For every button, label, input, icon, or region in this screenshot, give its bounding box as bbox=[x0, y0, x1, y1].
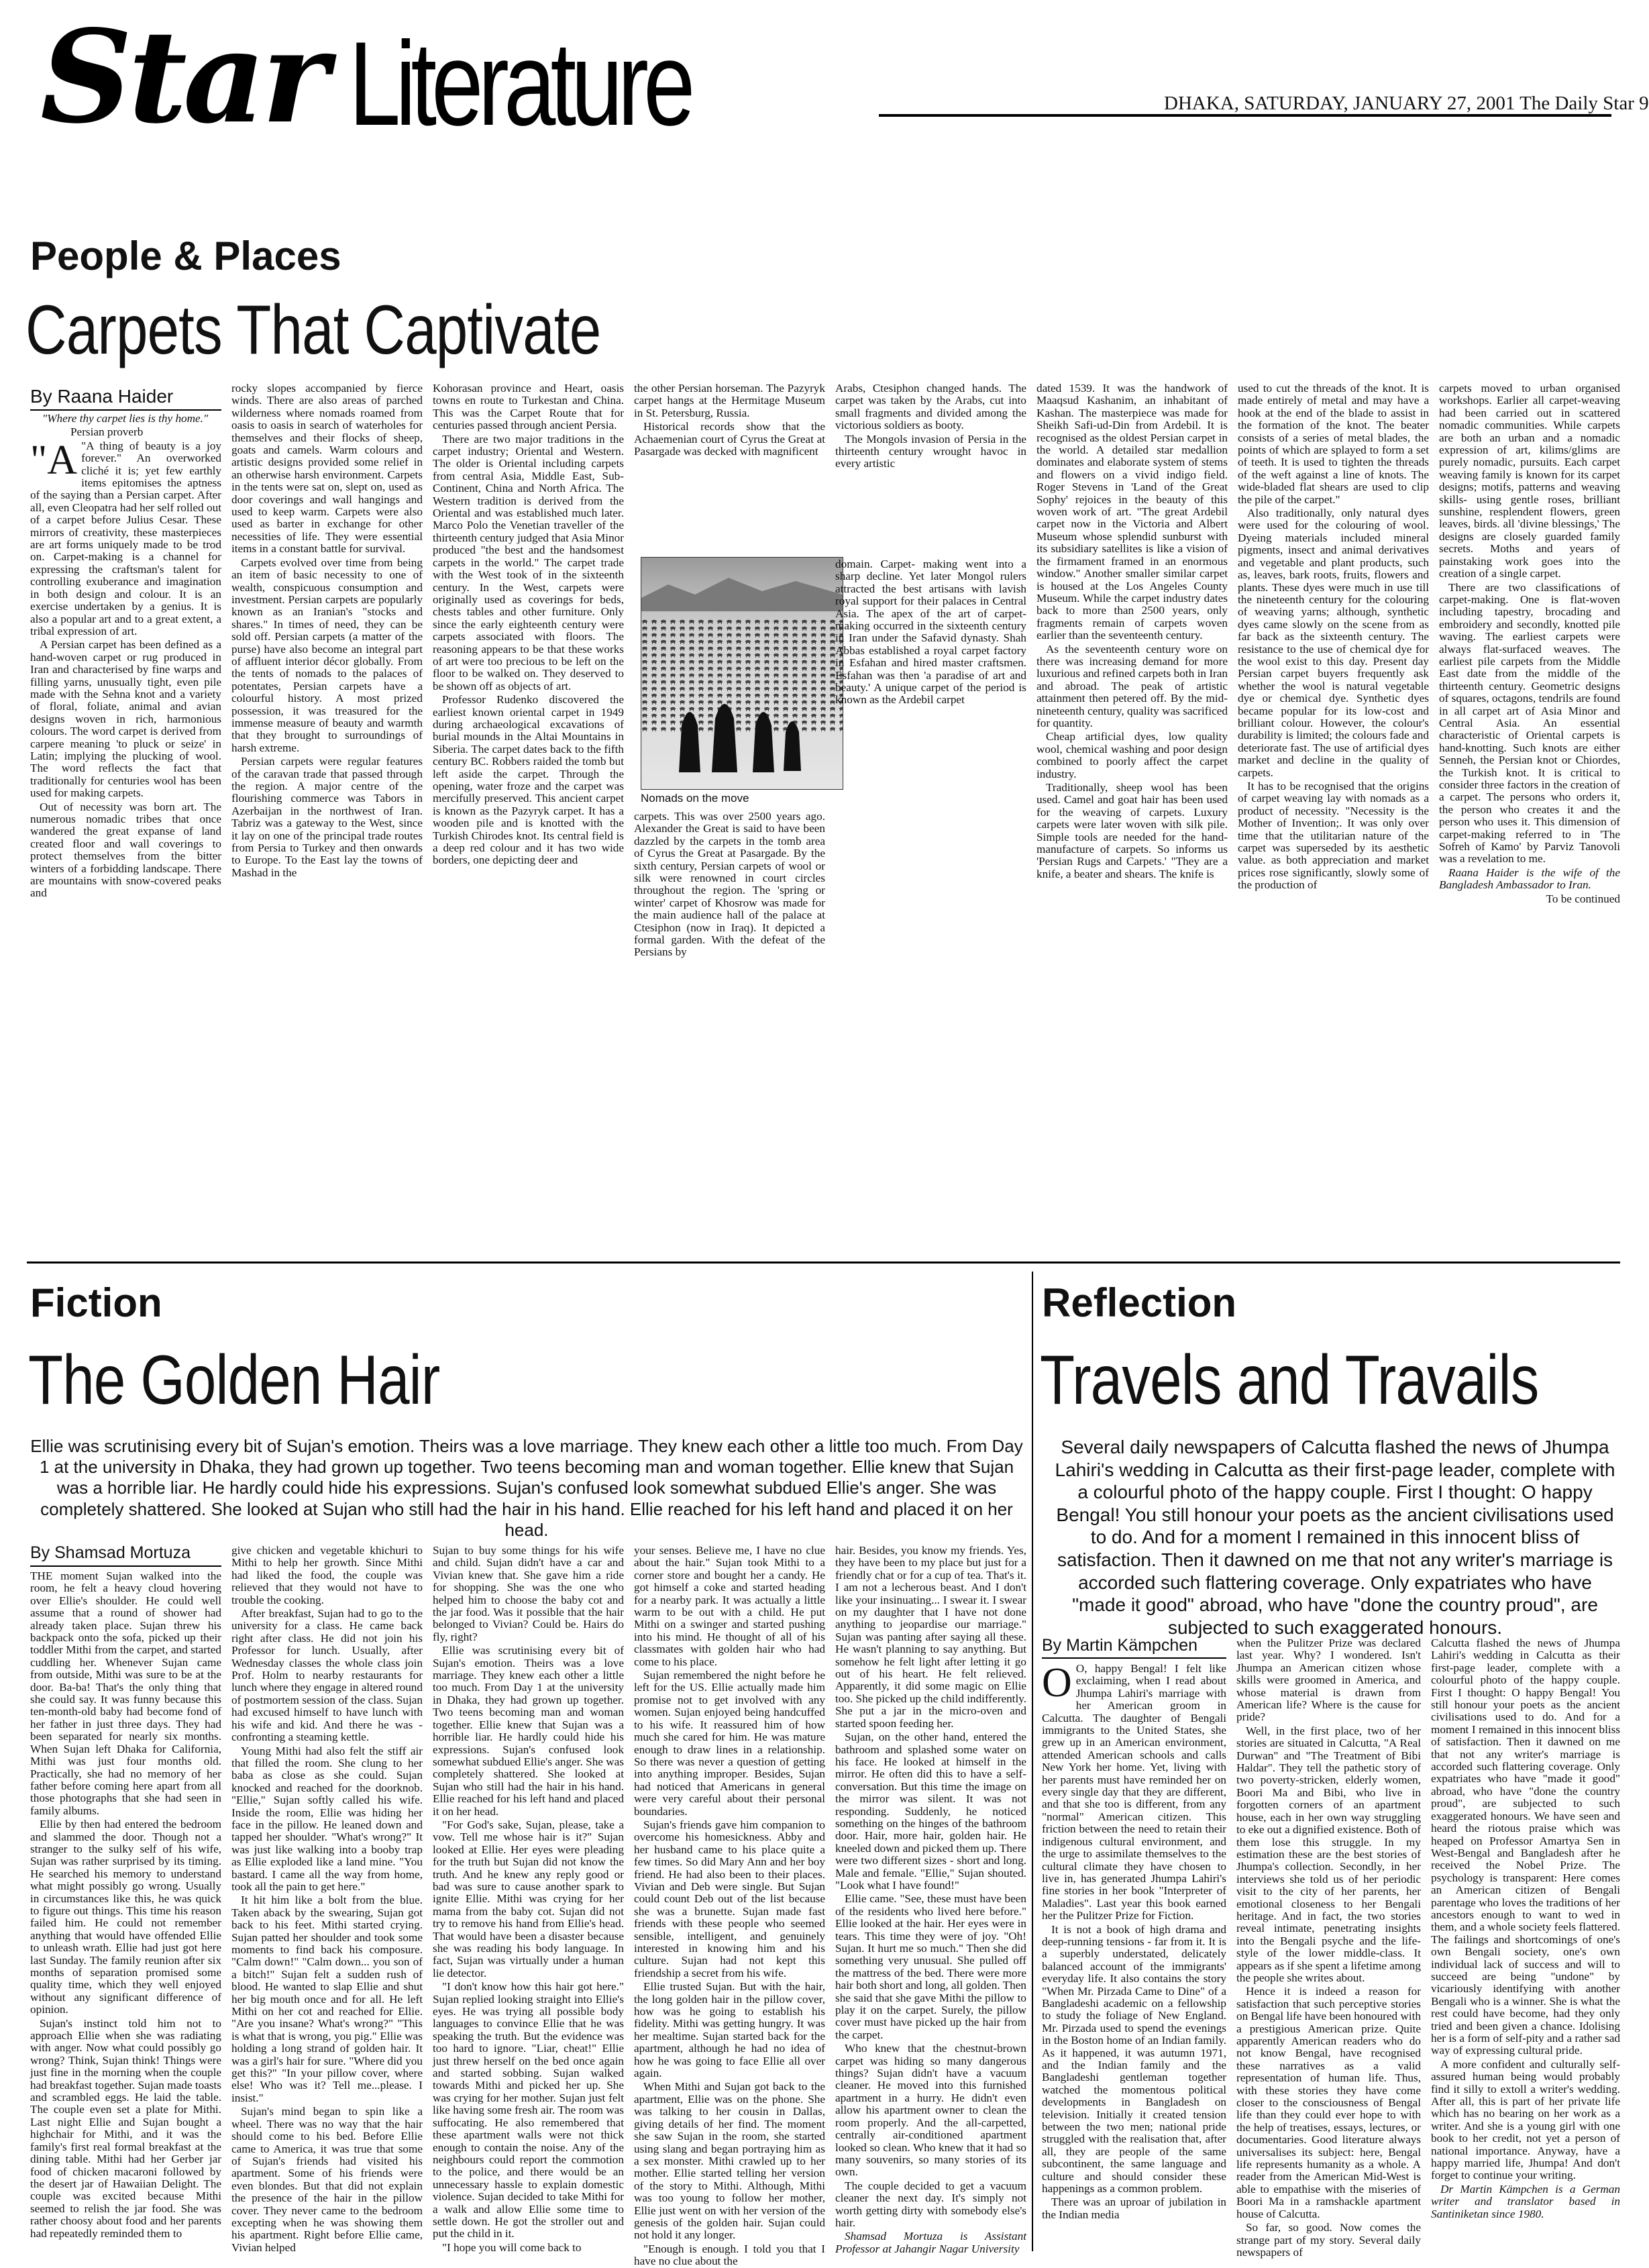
section-kicker-people-places: People & Places bbox=[30, 234, 341, 278]
byline-shamsad-mortuza: By Shamsad Mortuza bbox=[30, 1543, 191, 1562]
paragraph: Sujan remembered the night before he left for the US. Ellie actually made him promise not to get involved with any women. Sujan enjoyed being handcuffed to his wife. It reassured him of how much she cared for him. He was mature enough to draw lines in a relationship. So there was never a question of getting into anything improper. Besides, Sujan had noticed that Americans in general were very careful about their personal boundaries. bbox=[634, 1669, 825, 1818]
paragraph: Ellie came. "See, these must have been of the residents who lived here before." Ellie looked at the hair. Her eyes were in tears. This time they were of joy. "Oh! Sujan. It hurt me so much." Then she did something very unusual. She pulled off the mattress of the bed. There were more hair both short and long, all golden. Then she said that she gave Mithi the pillow to play it on the carpet. Surely, the pillow cover must have picked up the hair from the carpet. bbox=[835, 1892, 1026, 2041]
headline-travels-travails: Travels and Travails bbox=[1040, 1341, 1539, 1419]
paragraph: Ellie by then had entered the bedroom and slammed the door. Though not a stranger to the sulky self of his wife, Sujan was rather surprised by its timing. He searched his memory to understand what might possibly go wrong. Usually in circumstances like this, he was quick to figure out things. This time his reason failed him. He could not remember anything that would have offended Ellie to unleash wrath. Ellie had just got here last Sunday. The family reunion after six months of separation promised some quality time, which they well enjoyed without any significant difference of opinion. bbox=[30, 1818, 221, 2016]
paragraph-text: O, happy Bengal! I felt like exclaiming, when I read about Jhumpa Lahiri's marriage with her American groom in Calcutta. The daughter of Bengali immigrants to the United States, she grew up in an American environment, attended American schools and calls New York her home. Yet, living with her parents must have reminded her on every single day that they are different, and that she too is different, from any "normal" American citizen. This friction between the need to retain their indigenous cultural environment, and the urge to assimilate themselves to the cultural climate they have chosen to live in, has generated Jhumpa Lahiri's fine stories in her book "Interpreter of Maladies". Last year this book earned her the Pulitzer Prize for Fiction. bbox=[1042, 1662, 1226, 1922]
to-be-continued: To be continued bbox=[1546, 892, 1620, 905]
nomads-photo bbox=[641, 557, 843, 790]
masthead-star-logo: Star bbox=[40, 2, 325, 152]
paragraph: dated 1539. It was the handwork of Maaqsud Kashanim, an inhabitant of Kashan. The masterpiece was made for Sheikh Safi-ud-Din from Ardebil. It is recognised as the oldest Persian carpet in the world. A detailed star medallion dominates and elaborate system of stems and flowers on a vivid indigo field. Roger Stevens in 'Land of the Great Sophy' rejoices in the beauty of this woven work of art. "The great Ardebil carpet now in the Victoria and Albert Museum whose splendid sunburst with its subsidiary satellites is like a vision of the firmament framed in an enormous window." Another smaller similar carpet is housed at the Los Angeles County Museum. While the carpet industry dates back to more than 2500 years, only fragments remain of carpets woven earlier than the seventeenth century. bbox=[1036, 382, 1228, 642]
paragraph: The Mongols invasion of Persia in the thirteenth century wrought havoc in every artistic bbox=[835, 432, 1026, 470]
article-column bbox=[1238, 382, 1429, 1255]
author-credit: Shamsad Mortuza is Assistant Professor at Jahangir Nagar University bbox=[835, 2230, 1026, 2255]
paragraph: There are two classifications of carpet-making. One is flat-woven including tapestry, brocading and embroidery and secondly, knotted pile waving. The earliest carpets were always flat-surfaced weaves. The earliest pile carpets from the Middle East date from the middle of the thirteenth century. Geometric designs of squares, octagons, tendrils are found in all carpet art of Asia Minor and Central Asia. An essential characteristic of Oriental carpets is hand-knotting. Such knots are either Senneh, the Persian knot or Chiordes, the Turkish knot. It is critical to consider three factors in the creation of a carpet. The persons who orders it, the person who creates it and the person who uses it. This dimension of carpet-making referred to in 'The Sofreh of Kamo' by Parviz Tanovoli was a revelation to me. bbox=[1439, 580, 1620, 866]
byline-raana-haider: By Raana Haider bbox=[30, 386, 174, 407]
paragraph-text: "A thing of beauty is a joy forever." An overworked cliché it is; yet few earthly items epitomises the aptness of the saying than a Persian carpet. After all, even Cleopatra had her self rolled out of a carpet before Julius Cesar. These mirrors of creativity, these masterpieces are art forms uniquely made to be trod on. Carpet-making is a channel for expressing the craftsman's talent for controlling exuberance and imagination in both design and colour. It is an exercise undertaken by a genius. It is also a popular art and to a great extent, a tribal expression of art. bbox=[30, 439, 221, 637]
paragraph: Arabs, Ctesiphon changed hands. The carpet was taken by the Arabs, cut into small fragments and divided among the victorious soldiers as booty. bbox=[835, 382, 1026, 432]
article-column bbox=[835, 1545, 1026, 2256]
paragraph: Cheap artificial dyes, low quality wool, chemical washing and poor design combined to poorly affect the carpet industry. bbox=[1036, 730, 1228, 780]
paragraph: When Mithi and Sujan got back to the apartment, Ellie was on the phone. She was talking to her cousin in Dallas, giving details of her find. The moment she saw Sujan in the room, she started using slang and began portraying him as a sex monster. Mithi crawled up to her mother. Ellie started telling her version of the story to Mithi. Although, Mithi was too young to follow her mother, Ellie just went on with her version of the genesis of the golden hair. Sujan could not hold it any longer. bbox=[634, 2080, 825, 2242]
section-kicker-reflection: Reflection bbox=[1042, 1280, 1237, 1325]
article-column bbox=[231, 1545, 423, 2256]
paragraph: Hence it is indeed a reason for satisfaction that such perceptive stories on Bengal life have been honoured with a prestigious American prize. Quite apparently American readers who do not know Bengal, have recognised these narratives as a valid representation of human life. Thus, with these stories they have come closer to the consciousness of Bengal life than they could ever hope to with the help of treatises, essays, lectures, or documentaries. Good literature always universalises its subject: here, Bengal life represents humanity as a whole. A reader from the American Mid-West is able to empathise with the miseries of Boori Ma in a ramshackle apartment house of Calcutta. bbox=[1236, 1985, 1421, 2220]
paragraph: carpets. This was over 2500 years ago. Alexander the Great is said to have been dazzled by the carpets in the tomb area of Cyrus the Great at Pasargade. By the sixth century, Persian carpets of wool or silk were renowned in court circles throughout the region. The 'spring or winter' carpet of Khosrow was made for the main audience hall of the palace at Ctesiphon (now in Iraq). It depicted a formal garden. With the defeat of the Persians by bbox=[634, 810, 825, 959]
paragraph: Professor Rudenko discovered the earliest known oriental carpet in 1949 during archaeological excavations of burial mounds in the Altai Mountains in Siberia. The carpet dates back to the fifth century BC. Robbers raided the tomb but left aside the carpet. Through the opening, water froze and the carpet was mercifully preserved. This ancient carpet is known as the Pazyryk carpet. It has a wooden pile and is knotted with the Turkish Chirodes knot. Its central field is a deep red colour and it has two wide borders, one depicting deer and bbox=[433, 693, 624, 867]
paragraph: Kohorasan province and Heart, oasis towns en route to Turkestan and China. This was the Carpet Route that for centuries passed through ancient Persia. bbox=[433, 382, 624, 432]
paragraph: Young Mithi had also felt the stiff air that filled the room. She clung to her baba as close as she could. Sujan knocked and reached for the doorknob. "Ellie," Sujan softly called his wife. Inside the room, Ellie was hiding her face in the pillow. He leaned down and tapped her shoulder. "What's wrong?" It was just like walking into a booby trap as Ellie exploded like a land mine. "You bastard. I came all the way from home, took all the pain to get here." bbox=[231, 1744, 423, 1893]
article-column bbox=[634, 382, 825, 554]
paragraph: The couple decided to get a vacuum cleaner the next day. It's simply not worth getting dirty with somebody else's hair. bbox=[835, 2179, 1026, 2229]
paragraph: After breakfast, Sujan had to go to the university for a class. He came back right after class. He did not join his Professor for lunch. Usually, after Wednesday classes the whole class join Prof. Holm to nearby restaurants for lunch where they engage in altered round of postmortem session of the class. Sujan had excused himself to have lunch with his wife and kid. And there he was - confronting a steaming kettle. bbox=[231, 1607, 423, 1744]
paragraph: "I don't know how this hair got here." Sujan replied looking straight into Ellie's eyes. He was trying all possible body languages to convince Ellie that he was speaking the truth. But the evidence was too hard to ignore. "Liar, cheat!" Ellie just threw herself on the bed once again and started sobbing. Sujan walked towards Mithi and picked her up. She was crying for her mother. Sujan just felt like having some fresh air. The room was suffocating. He also remembered that these apartment walls were not thick enough to contain the noise. Any of the neighbours could report the commotion to the police, and there would be an unnecessary hassle to explain domestic violence. Sujan decided to take Mithi for a walk and allow Ellie some time to settle down. He got the stroller out and put the child in it. bbox=[433, 1980, 624, 2240]
article-column bbox=[30, 1570, 221, 2255]
paragraph: THE moment Sujan walked into the room, he felt a heavy cloud hovering over Ellie's shoulder. He could well assume that a round of shower had already taken place. Sujan threw his backpack onto the sofa, picked up their toddler Mithi from the carpet, and started cuddling her. Whenever Sujan came from outside, Mithi was sure to be at the door. Ba-ba! That's the only thing that she could say. It was funny because this ten-month-old baby had become fond of her father in just three days. They had been separated for nearly six months. When Sujan left Dhaka for California, Mithi was just four months old. Practically, she had no memory of her father before coming here apart from all those photographs that she had seen in family albums. bbox=[30, 1569, 221, 1817]
article-column bbox=[835, 558, 1026, 1253]
paragraph: Sujan's mind began to spin like a wheel. There was no way that the hair should come to his bed. Before Ellie came to America, it was true that some of Sujan's friends had visited his apartment. Some of his friends were even blondes. But that did not explain the presence of the hair in the pillow cover. They never came to the bedroom excepting when he was showing them his apartment. Right before Ellie came, Vivian helped bbox=[231, 2105, 423, 2254]
article-column bbox=[1236, 1637, 1421, 2259]
paragraph: "Where thy carpet lies is thy home." bbox=[42, 412, 209, 425]
paragraph: A more confident and culturally self-assured human being would probably find it silly to extoll a writer's wedding. After all, this is part of her private life which has no bearing on her work as a writer. And she is a young girl with one book to her credit, not yet a person of national importance. Anyway, have a happy married life, Jhumpa! And don't forget to continue your writing. bbox=[1431, 2057, 1620, 2182]
paragraph: "Enough is enough. I told you that I have no clue about the bbox=[634, 2242, 825, 2268]
article-column bbox=[634, 1544, 825, 2268]
article-column bbox=[835, 382, 1026, 554]
paragraph bbox=[1042, 1660, 1226, 1922]
standfirst-fiction: Ellie was scrutinising every bit of Sujan's emotion. Theirs was a love marriage. They knew each other a little too much. From Day 1 at the university in Dhaka, they had grown up together. Two teens becoming man and woman together. Ellie knew that Sujan was a horrible liar. He hardly could hide his expressions. Sujan's confused look somewhat subdued Ellie's anger. She was completely shattered. She looked at Sujan who still had the hair in his hand. Ellie reached for his left hand and placed it on her head. bbox=[30, 1436, 1023, 1540]
paragraph: "For God's sake, Sujan, please, take a vow. Tell me whose hair is it?" Sujan looked at Ellie. Her eyes were pleading for the truth but Sujan did not know the truth. And he knew any reply good or bad was sure to cause another spark to ignite Ellie. Mithi was crying for her mama from the baby cot. Sujan did not try to remove his hand from Ellie's head. That would have been a disaster because she was reading his body language. In fact, Sujan was virtually under a human lie detector. bbox=[433, 1818, 624, 1979]
paragraph: Persian proverb bbox=[70, 425, 144, 439]
paragraph: Out of necessity was born art. The numerous nomadic tribes that once wandered the great expanse of land created floor and wall coverings to protect themselves from the bitter winters of a forbidding landscape. There are mountains with snow-covered peaks and bbox=[30, 800, 221, 900]
paragraph: Who knew that the chestnut-brown carpet was hiding so many dangerous things? Sujan didn't have a vacuum cleaner. He moved into this furnished apartment in a hurry. He didn't even allow his apartment owner to clean the room properly. And the all-carpetted, centrally air-conditioned apartment looked so clean. Who knew that it had so many souvenirs, so many stories of its own. bbox=[835, 2042, 1026, 2179]
masthead-section-title: Literature bbox=[349, 17, 690, 150]
paragraph: used to cut the threads of the knot. It is made entirely of metal and may have a hook at the end of the blade to assist in the formation of the knot. The beater consists of a series of metal blades, the points of which are splayed to form a set of teeth. It is used to tighten the threads of the weft against a line of knots. The wide-bladed flat shears are used to clip the pile of the carpet." bbox=[1238, 382, 1429, 506]
paragraph: Also traditionally, only natural dyes were used for the colouring of wool. Dyeing materials included mineral pigments, insect and animal derivatives and vegetable and plant products, such as, leaves, bark roots, fruits, flowers and plants. These dyes were much in use till the nineteenth century for the colouring of weaving yarns; although, synthetic dyes came slowly on the scene from as far back as the sixteenth century. The resistance to the use of chemical dye for the wool exist to this day. Present day Persian carpet buyers frequently ask whether the wool is natural vegetable dye or chemical dye. Synthetic dyes became popular for its low-cost and brilliant colour. However, the colour's durability is limited; the colours fade and deteriorate fast. The use of artificial dyes market and decline in the quality of carpets. bbox=[1238, 507, 1429, 779]
byline-martin-kampchen: By Martin Kämpchen bbox=[1042, 1636, 1198, 1655]
article-column bbox=[634, 811, 825, 1253]
paragraph: Sujan to buy some things for his wife and child. Sujan didn't have a car and Vivian knew that. She gave him a ride for shopping. She was the one who helped him to choose the baby cot and the jar food. Was it possible that the hair belonged to Vivian? Could be. Hairs do fly, right? bbox=[433, 1544, 624, 1643]
paragraph: There are two major traditions in the carpet industry; Oriental and Western. The older is Oriental including carpets from central Asia, Middle East, Sub-Continent, China and North Africa. The Western tradition is derived from the Oriental and was established much later. Marco Polo the Venetian traveller of the thirteenth century judged that Asia Minor produced "the best and the handsomest carpets in the world." The carpet trade with the West took of in the sixteenth century. In the West, carpets were originally used as coverings for beds, chests tables and other furniture. Only since the early eighteenth century were carpets associated with floors. The reasoning appears to be that these works of art were too precious to be left on the floor to be walked on. They deserved to be shown off as objects of art. bbox=[433, 432, 624, 692]
headline-carpets: Carpets That Captivate bbox=[25, 291, 601, 369]
paragraph: Well, in the first place, two of her stories are situated in Calcutta, "A Real Durwan" and "The Treatment of Bibi Haldar". They tell the pathetic story of two poverty-stricken, elderly women, Boori Ma and Bibi, who live in forgotten corners of an apartment house, each in her own way struggling to eke out a dignified existence. Both of them lose this struggle. In my estimation these are the best stories of Jhumpa's collection. Secondly, in her interviews she told us of her periodic visit to the city of her parents, her emotional closeness to her Bengali heritage. And in fact, the two stories reveal intimate, penetrating insights into the Bengali psyche and the life-style of the lower middle-class. It appears as if she spent a lifetime among the people she writes about. bbox=[1236, 1724, 1421, 1984]
paragraph: carpets moved to urban organised workshops. Earlier all carpet-weaving had been carried out in scattered nomadic communities. While carpets are both an urban and a nomadic expression of art, kilims/glims are purely nomadic, pursuits. Each carpet weaving family is known for its carpet designs; motifs, patterns and weaving skills- using gentle roses, brilliant sunshine, resplendent flowers, green leaves, birds. all 'divine blessings,' The designs are closely guarded family secrets. Moths and years of painstaking work goes into the creation of a single carpet. bbox=[1439, 382, 1620, 580]
section-kicker-fiction: Fiction bbox=[30, 1280, 162, 1325]
author-credit: Dr Martin Kämpchen is a German writer and translator based in Santiniketan since 1980. bbox=[1431, 2182, 1620, 2220]
paragraph: Calcutta flashed the news of Jhumpa Lahiri's wedding in Calcutta as their first-page leader, complete with a colourful photo of the happy couple. First I thought: O happy Bengal! You still honour your poets as the ancient civilisations used to do. And for a moment I remained in this innocent bliss of satisfaction. Then it dawned on me that not any writer's marriage is accorded such flattering coverage. Only expatriates who have "made it good" abroad, who have "done the country proud", are subjected to such exaggerated honours. We have seen and heard the riotous praise which was heaped on Professor Amartya Sen in West-Bengal and Bangladesh after he received the Nobel Prize. The psychology is transparent: Here comes an American citizen of Bengali parentage who loves the traditions of her ancestors enough to want to wed in them, and a whole society feels flattered. The failings and shortcomings of one's own Bengali society, one's own individual lack of success and will to succeed are being "undone" by vicariously identifying with another Bengali who is a winner. She is what the rest could have become, had they only tried and been given a chance. Idolising her is a form of self-pity and a rather sad way of expressing cultural pride. bbox=[1431, 1637, 1620, 2057]
paragraph: There was an uproar of jubilation in the Indian media bbox=[1042, 2196, 1226, 2221]
drop-cap: O bbox=[1042, 1660, 1072, 1706]
article-column bbox=[1042, 1660, 1226, 2253]
masthead-rule bbox=[879, 114, 1611, 117]
paragraph: It has to be recognised that the origins of carpet weaving lay with nomads as a product of necessity. "Necessity is the Mother of Invention;. It was only over time that the utilitarian nature of the carpet was superseded by its aesthetic value. as both appreciation and market prices rose significantly, slowly some of the production of bbox=[1238, 780, 1429, 892]
byline-rule bbox=[30, 409, 221, 411]
paragraph: As the seventeenth century wore on there was increasing demand for more luxurious and refined carpets both in Iran and abroad. The peak of artistic attainment then petered off. By the mid-nineteenth century, quality was sacrificed for quantity. bbox=[1036, 642, 1228, 729]
article-column bbox=[1439, 382, 1620, 1255]
paragraph: the other Persian horseman. The Pazyryk carpet hangs at the Hermitage Museum in St. Petersburg, Russia. bbox=[634, 382, 825, 419]
paragraph bbox=[30, 437, 221, 638]
article-column bbox=[1036, 382, 1228, 1255]
paragraph: It hit him like a bolt from the blue. Taken aback by the swearing, Sujan got back to his feet. Mithi started crying. Sujan patted her shoulder and took some moments to find back his composure. "Calm down!" "Calm down... you son of a bitch!" Sujan felt a sudden rush of blood. He wanted to slap Ellie and shut her big mouth once and for all. He left Mithi on her cot and reached for Ellie. "Are you insane? What's wrong?" "This is what that is wrong, you pig." Ellie was holding a long strand of golden hair. It was a girl's hair for sure. "Where did you get this?" "In your pillow cover, where else! Who was it? Tell me...please. I insist." bbox=[231, 1894, 423, 2104]
author-credit: Raana Haider is the wife of the Bangladesh Ambassador to Iran. bbox=[1439, 866, 1620, 892]
paragraph: It is not a book of high drama and deep-running tensions - far from it. It is a superbly understated, delicately balanced account of the immigrants' everyday life. It also contains the story "When Mr. Pirzada Came to Dine" of a Bangladeshi academic on a fellowship to study the foliage of New England. Mr. Pirzada used to spend the evenings in the Boston home of an Indian family. As it happened, it was autumn 1971, and the Indian family and the Bangladeshi gentleman together watched the momentous political developments in Bangladesh on television. Initially it created tension between the two men; national pride struggled with the realisation that, after all, they are people of the same subcontinent, the same language and culture and should consider these happenings as a common problem. bbox=[1042, 1922, 1226, 2196]
drop-cap: "A bbox=[30, 437, 78, 483]
paragraph: your senses. Believe me, I have no clue about the hair." Sujan took Mithi to a corner store and bought her a candy. He got himself a coke and started heading for a nearby park. It was actually a little warm to be out with a child. He put Mithi on a swinger and started pushing into his mind. He thought of all of his classmates with golden hair who had come to his place. bbox=[634, 1544, 825, 1668]
paragraph: So far, so good. Now comes the strange part of my story. Several daily newspapers of bbox=[1236, 2221, 1421, 2259]
standfirst-reflection: Several daily newspapers of Calcutta flashed the news of Jhumpa Lahiri's wedding in Calcutta as their first-page leader, complete with a colourful photo of the happy couple. First I thought: O happy Bengal! You still honour your poets as the ancient civilisations used to do. And for a moment I remained in this innocent bliss of satisfaction. Then it dawned on me that not any writer's marriage is accorded such flattering coverage. Only expatriates who have "made it good" abroad, who have "done the country proud", are subjected to such exaggerated honours. bbox=[1055, 1437, 1615, 1638]
article-column bbox=[433, 382, 624, 1255]
paragraph: Traditionally, sheep wool has been used. Camel and goat hair has been used for the weaving of carpets. Luxury carpets were later woven with silk pile. Simple tools are needed for the hand-manufacture of carpets. So informs us 'Persian Rugs and Carpets.' "They are a knife, a beater and shears. The knife is bbox=[1036, 781, 1228, 880]
article-column bbox=[433, 1545, 624, 2256]
paragraph: Sujan, on the other hand, entered the bathroom and splashed some water on his face. He looked at himself in the mirror. He often did this to have a self-conversation. But this time the image on the mirror was silent. It was not responding. Suddenly, he noticed something on the hinges of the bathroom door. Hair, more hair, golden hair. He kneeled down and picked them up. There were two different sizes - short and long. Male and female. "Ellie," Sujan shouted. "Look what I have found!" bbox=[835, 1731, 1026, 1892]
article-column bbox=[231, 382, 423, 1255]
paragraph: rocky slopes accompanied by fierce winds. There are also areas of parched wilderness where nomads roamed from oasis to oasis in search of waterholes for themselves and their flocks of sheep, goats and camels. Warm colours and artistic designs provided some relief in an otherwise harsh environment. Carpets in the tents were sat on, slept on, used as door coverings and wall hangings and used to keep warm. Carpets were also used as barter in exchange for other necessities of life. They were essential items in a constant battle for survival. bbox=[231, 382, 423, 556]
photo-caption: Nomads on the move bbox=[641, 792, 749, 805]
paragraph: "I hope you will come back to bbox=[442, 2240, 582, 2254]
paragraph: Historical records show that the Achaemenian court of Cyrus the Great at Pasargade was decked with magnificent bbox=[634, 420, 825, 458]
masthead-date-line: DHAKA, SATURDAY, JANUARY 27, 2001 The Daily Star 9 bbox=[1164, 93, 1649, 114]
paragraph: Ellie trusted Sujan. But with the hair, the long golden hair in the pillow cover, how was he going to establish his fidelity. Mithi was getting hungry. It was her mealtime. Sujan started back for the apartment, although he had no idea of how he was going to face Ellie all over again. bbox=[634, 1980, 825, 2080]
byline-rule bbox=[30, 1565, 221, 1567]
column-divider bbox=[1032, 1272, 1033, 2251]
section-divider bbox=[27, 1261, 1620, 1264]
paragraph: Ellie was scrutinising every bit of Sujan's emotion. Theirs was a love marriage. They knew each other a little too much. From Day 1 at the university in Dhaka, they had grown up together. Two teens becoming man and woman together. Ellie knew that Sujan was a horrible liar. He hardly could hide his expressions. Sujan's confused look somewhat subdued Ellie's anger. She was completely shattered. She looked at Sujan who still had the hair in his hand. Ellie reached for his left hand and placed it on her head. bbox=[433, 1644, 624, 1818]
paragraph: give chicken and vegetable khichuri to Mithi to help her growth. Since Mithi had liked the food, the couple was relieved that they would not have to trouble the cooking. bbox=[231, 1544, 423, 1606]
paragraph: Persian carpets were regular features of the caravan trade that passed through the region. A major centre of the flourishing commerce was Tabors in Azerbaijan in the northwest of Iran. Tabriz was a gateway to the West, since it lay on one of the principal trade routes from Persia to Turkey and then onwards to Europe. To the East lay the towns of Mashad in the bbox=[231, 755, 423, 879]
paragraph: A Persian carpet has been defined as a hand-woven carpet or rug produced in Iran and characterised by fine warps and filling yarns, unusually tight, even pile made with the Sehna knot and a variety of floral, foliate, animal and avian designs woven in rich, harmonious colours. The word carpet is derived from carpere meaning 'to pluck or seize' in Latin; implying the plucking of wool. The word reflects the fact that traditionally for centuries wool has been used for making carpets. bbox=[30, 638, 221, 800]
article-column bbox=[30, 413, 221, 1255]
paragraph: Sujan's instinct told him not to approach Ellie when she was radiating with anger. Now what could possibly go wrong? Think, Sujan think! Things were just fine in the morning when the couple had breakfast together. Sujan made toasts and scrambled eggs. He laid the table. The couple even set a plate for Mithi. Last night Ellie and Sujan bought a highchair for Mithi, and it was the family's first real formal breakfast at the dining table. Mithi had her Gerber jar food of chicken macaroni followed by the desert jar of Hawaiian Delight. The couple was excited because Mithi seemed to relish the jar food. She was rather choosy about food and her parents had repeatedly reminded them to bbox=[30, 2016, 221, 2240]
paragraph: hair. Besides, you know my friends. Yes, they have been to my place but just for a friendly chat or for a cup of tea. That's it. I am not a lecherous beast. And I don't like your insinuating... I swear it. I swear on my daughter that I have not done anything to jeopardise our marriage." Sujan was panting after saying all these. He wasn't planning to say anything. But somehow he felt light after letting it go out of his heart. He felt relieved. Apparently, it did some magic on Ellie too. She picked up the child indifferently. She put a jar in the micro-oven and started spoon feeding her. bbox=[835, 1544, 1026, 1730]
paragraph: domain. Carpet- making went into a sharp decline. Yet later Mongol rulers attracted the best artisans with lavish royal support for their palaces in Central Asia. The apex of the art of carpet-making occurred in the sixteenth century in Iran under the Safavid dynasty. Shah Abbas established a royal carpet factory in Esfahan and hired master craftsmen. Esfahan was then 'a paradise of art and beauty.' A unique carpet of the period is known as the Ardebil carpet bbox=[835, 558, 1026, 707]
byline-rule bbox=[1042, 1657, 1226, 1659]
article-column bbox=[1431, 1637, 1620, 2253]
headline-golden-hair: The Golden Hair bbox=[28, 1341, 440, 1419]
paragraph: Carpets evolved over time from being an item of basic necessity to one of wealth, conspicuous consumption and investment. Persian carpets are popularly known as an Iranian's "stocks and shares." In times of need, they can be sold off. Persian carpets (a matter of the purse) have also become an integral part of affluent interior décor globally. From the tents of nomads to the palaces of potentates, Persian carpets have a colourful history. A most prized possession, it was treasured for the immense measure of beauty and warmth that they brought to surroundings of harsh extreme. bbox=[231, 556, 423, 754]
paragraph: Sujan's friends gave him companion to overcome his homesickness. Abby and her husband came to his place quite a few times. So did Mary Ann and her boy friend. He had also been to their places. Vivian and Deb were single. But Sujan could count Deb out of the list because she was a brunette. Sujan made fast friends with these people who seemed sensible, intelligent, and genuinely interested in knowing him and his culture. Sujan had not kept this friendship a secret from his wife. bbox=[634, 1818, 825, 1979]
paragraph: when the Pulitzer Prize was declared last year. Why? I wondered. Isn't Jhumpa an American citizen whose skills were groomed in America, and whose material is drawn from American life? Where is the cause for pride? bbox=[1236, 1637, 1421, 1724]
